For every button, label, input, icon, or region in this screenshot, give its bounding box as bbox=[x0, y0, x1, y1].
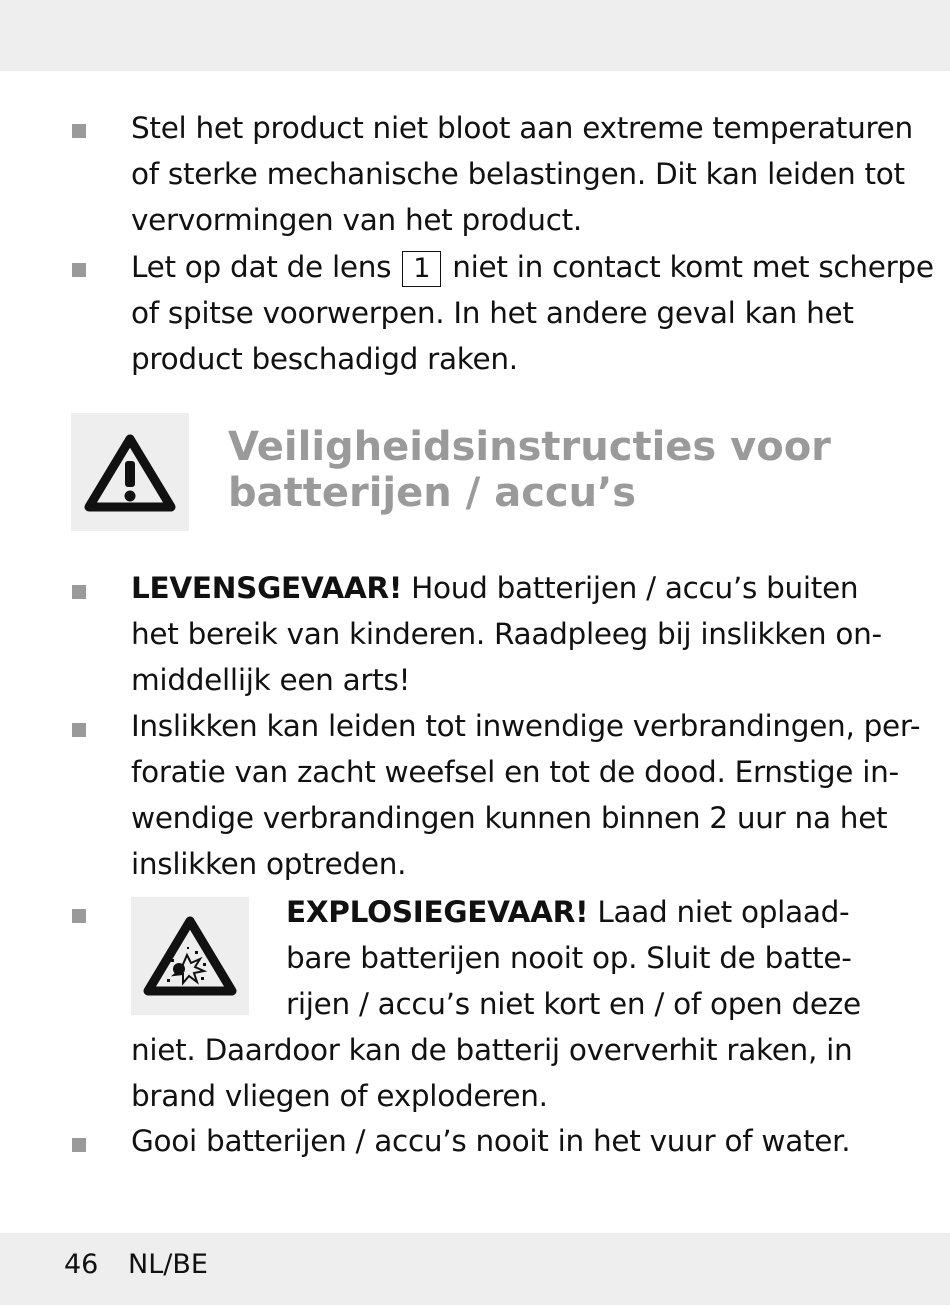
text-line: bare batterijen nooit op. Sluit de batte- bbox=[286, 941, 852, 975]
text-line: inslikken optreden. bbox=[131, 847, 407, 881]
list-item bbox=[131, 244, 934, 382]
text-line bbox=[131, 565, 891, 611]
text-line: Stel het product niet bloot aan extreme temperaturen bbox=[131, 111, 913, 145]
region-label: NL/BE bbox=[128, 1249, 208, 1280]
page-number: 46 bbox=[64, 1249, 99, 1280]
text-line: rijen / accu’s niet kort en / of open deze bbox=[286, 987, 861, 1021]
danger-label: EXPLOSIEGEVAAR! bbox=[286, 895, 589, 929]
explosion-icon-box bbox=[131, 897, 249, 1015]
warning-icon-box bbox=[71, 413, 189, 531]
section-heading bbox=[228, 424, 918, 516]
text-line: vervormingen van het product. bbox=[131, 203, 582, 237]
text-line: foratie van zacht weefsel en tot de dood. Ernstige in- bbox=[131, 755, 899, 789]
bullet-marker bbox=[72, 723, 86, 737]
text-fragment: Let op dat de lens bbox=[131, 250, 392, 284]
explosion-warning-icon bbox=[131, 897, 249, 1015]
lens-reference-number: 1 bbox=[402, 251, 441, 287]
list-item bbox=[286, 889, 906, 1027]
text-line: Inslikken kan leiden tot inwendige verbrandingen, per- bbox=[131, 709, 921, 743]
list-item bbox=[131, 1118, 891, 1164]
bullet-marker bbox=[72, 124, 86, 138]
danger-label: LEVENSGEVAAR! bbox=[131, 571, 402, 605]
heading-line: batterijen / accu’s bbox=[228, 470, 637, 516]
text-fragment: Houd batterijen / accu’s buiten bbox=[402, 571, 859, 605]
heading-line: Veiligheidsinstructies voor bbox=[228, 424, 831, 470]
text-line: brand vliegen of exploderen. bbox=[131, 1079, 548, 1113]
bullet-marker bbox=[72, 909, 86, 923]
text-line bbox=[131, 244, 934, 290]
list-item bbox=[131, 703, 921, 887]
text-line: product beschadigd raken. bbox=[131, 342, 518, 376]
text-fragment: Laad niet oplaad- bbox=[588, 895, 850, 929]
bullet-marker bbox=[72, 263, 86, 277]
text-line: wendige verbrandingen kunnen binnen 2 uur na het bbox=[131, 801, 888, 835]
text-fragment: niet in contact komt met scherpe bbox=[452, 250, 934, 284]
text-line: of sterke mechanische belastingen. Dit kan leiden tot bbox=[131, 157, 905, 191]
warning-triangle-icon bbox=[71, 413, 189, 531]
list-item-continuation bbox=[131, 1027, 891, 1119]
text-line: middellijk een arts! bbox=[131, 663, 411, 697]
list-item bbox=[131, 105, 913, 243]
bullet-marker bbox=[72, 585, 86, 599]
text-line: het bereik van kinderen. Raadpleeg bij inslikken on- bbox=[131, 617, 882, 651]
text-line bbox=[286, 889, 906, 935]
bullet-marker bbox=[72, 1138, 86, 1152]
header-band bbox=[0, 0, 950, 71]
text-line: niet. Daardoor kan de batterij oververhit raken, in bbox=[131, 1033, 853, 1067]
list-item bbox=[131, 565, 891, 703]
text-line: of spitse voorwerpen. In het andere geval kan het bbox=[131, 296, 854, 330]
text-line: Gooi batterijen / accu’s nooit in het vuur of water. bbox=[131, 1124, 851, 1158]
